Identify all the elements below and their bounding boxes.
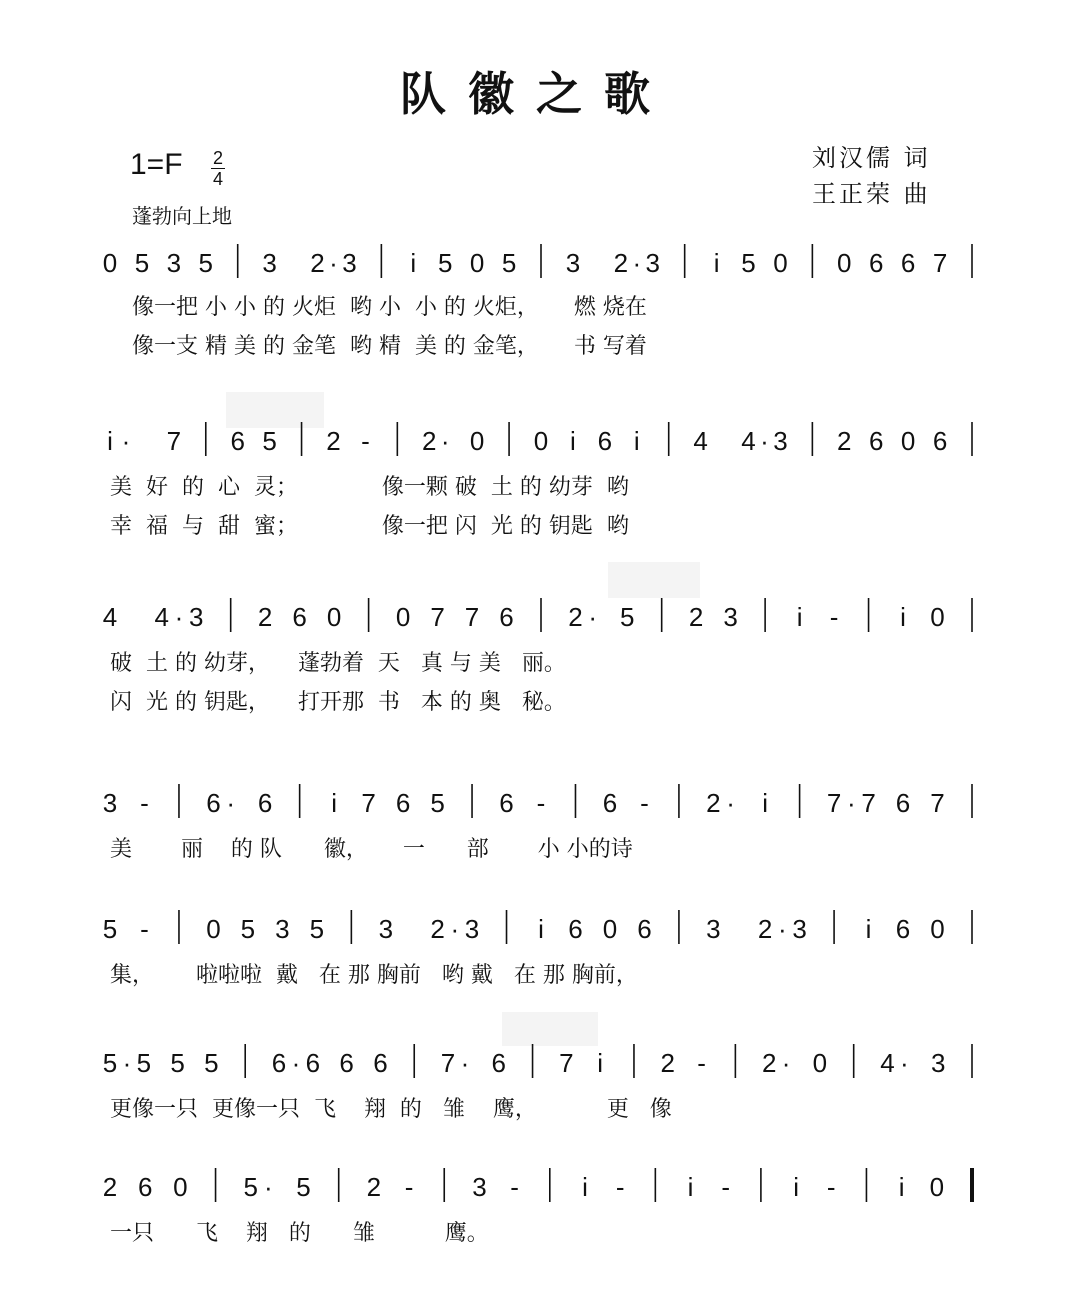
note-glyph: 0: [102, 248, 118, 278]
note-glyph: 2: [660, 1048, 675, 1078]
note-glyph: 6: [900, 248, 916, 278]
lyric-line-1: 美 丽 的 队 徽， 一 部 小 小的诗: [110, 837, 633, 862]
note-glyph: -: [140, 914, 149, 944]
note-glyph: 3: [166, 248, 182, 278]
note-glyph: -: [697, 1048, 706, 1078]
note-glyph: 2: [757, 914, 773, 944]
note-glyph: 7: [166, 426, 182, 456]
note-glyph: i: [633, 426, 640, 456]
note-glyph: 5: [296, 1172, 311, 1202]
note-glyph: 5: [102, 1048, 118, 1078]
note-glyph: ·: [174, 602, 184, 632]
note-glyph: 6: [137, 1172, 153, 1202]
note-glyph: ·: [726, 788, 735, 818]
note-glyph: 6: [602, 788, 618, 818]
composer-credit: 王正荣 曲: [812, 180, 931, 208]
lyricist-credit: 刘汉儒 词: [812, 144, 931, 172]
note-glyph: 2: [706, 788, 721, 818]
note-glyph: -: [640, 788, 649, 818]
note-glyph: 5: [134, 248, 150, 278]
note-glyph: ·: [760, 426, 769, 456]
note-glyph: 6: [292, 602, 307, 632]
note-glyph: 3: [565, 248, 581, 278]
note-glyph: 2: [568, 602, 583, 632]
note-glyph: 5: [243, 1172, 258, 1202]
note-glyph: ·: [122, 1048, 132, 1078]
note-glyph: 5: [102, 914, 118, 944]
note-glyph: 6: [395, 788, 411, 818]
note-glyph: 6: [230, 426, 245, 456]
note-glyph: 5: [170, 1048, 185, 1078]
note-glyph: 7: [932, 248, 948, 278]
note-glyph: 0: [900, 426, 916, 456]
note-glyph: 2: [613, 248, 629, 278]
note-glyph: 5: [619, 602, 635, 632]
note-glyph: -: [721, 1172, 731, 1202]
note-glyph: 7: [430, 602, 445, 632]
note-glyph: 6: [597, 426, 613, 456]
note-glyph: 6: [932, 426, 948, 456]
note-glyph: ·: [781, 1048, 791, 1078]
meter-bottom: 4: [212, 169, 223, 189]
note-glyph: ·: [588, 602, 598, 632]
note-glyph: i: [687, 1172, 694, 1202]
note-glyph: 7: [361, 788, 376, 818]
note-glyph: ·: [263, 1172, 273, 1202]
lyric-line-2: 像一支 精 美 的 金笔 哟 精 美 的 金笔， 书 写着: [132, 334, 647, 359]
note-glyph: 3: [188, 602, 204, 632]
note-glyph: 5: [240, 914, 256, 944]
note-glyph: 5: [136, 1048, 152, 1078]
tempo-marking: 蓬勃向上地: [132, 204, 232, 228]
note-glyph: 5: [198, 248, 214, 278]
note-glyph: 2: [326, 426, 341, 456]
note-glyph: 3: [262, 248, 277, 278]
note-glyph: 2: [257, 602, 273, 632]
note-glyph: ·: [226, 788, 236, 818]
note-glyph: i: [900, 602, 906, 632]
note-glyph: 3: [792, 914, 807, 944]
note-glyph: 5: [437, 248, 453, 278]
note-glyph: 7: [930, 788, 945, 818]
note-glyph: 6: [895, 788, 911, 818]
note-glyph: 5: [204, 1048, 219, 1078]
note-glyph: 6: [339, 1048, 354, 1078]
note-glyph: 6: [206, 788, 221, 818]
note-glyph: 6: [373, 1048, 388, 1078]
note-glyph: ·: [329, 248, 338, 278]
note-glyph: i: [713, 248, 720, 278]
note-glyph: 2: [837, 426, 852, 456]
note-glyph: 5: [309, 914, 325, 944]
note-glyph: i: [570, 426, 576, 456]
note-glyph: -: [361, 426, 370, 456]
note-glyph: ·: [440, 426, 450, 456]
note-glyph: 6: [637, 914, 652, 944]
note-glyph: ·: [778, 914, 787, 944]
note-glyph: 0: [469, 426, 485, 456]
note-glyph: i: [762, 788, 769, 818]
note-glyph: i: [107, 426, 113, 456]
note-glyph: 6: [499, 602, 514, 632]
note-glyph: i: [793, 1172, 799, 1202]
note-glyph: -: [829, 602, 839, 632]
note-glyph: 3: [706, 914, 721, 944]
note-glyph: 0: [533, 426, 549, 456]
note-glyph: 4: [741, 426, 756, 456]
note-glyph: i: [865, 914, 872, 944]
note-glyph: ·: [460, 1048, 470, 1078]
note-glyph: i: [597, 1048, 604, 1078]
note-glyph: 0: [206, 914, 221, 944]
note-glyph: ·: [900, 1048, 909, 1078]
note-glyph: 6: [895, 914, 911, 944]
lyric-line-2: 幸 福 与 甜 蜜； 像一把 闪 光 的 钥匙 哟: [110, 514, 629, 539]
note-glyph: i: [538, 914, 544, 944]
note-glyph: 3: [723, 602, 738, 632]
lyric-line-1: 美 好 的 心 灵； 像一颗 破 土 的 幼芽 哟: [110, 475, 629, 500]
key-signature: [130, 148, 183, 182]
note-glyph: ·: [291, 1048, 301, 1078]
note-glyph: 6: [305, 1048, 321, 1078]
note-glyph: 0: [930, 914, 945, 944]
note-glyph: ·: [632, 248, 642, 278]
note-glyph: 2: [102, 1172, 118, 1202]
note-glyph: 7: [440, 1048, 456, 1078]
note-glyph: -: [615, 1172, 625, 1202]
note-glyph: 3: [773, 426, 788, 456]
note-glyph: 7: [826, 788, 842, 818]
note-glyph: 5: [430, 788, 445, 818]
note-glyph: 2: [310, 248, 325, 278]
note-glyph: 0: [773, 248, 788, 278]
note-glyph: -: [510, 1172, 519, 1202]
note-glyph: 0: [837, 248, 852, 278]
note-glyph: 2: [366, 1172, 382, 1202]
note-glyph: i: [331, 788, 338, 818]
note-glyph: ·: [121, 426, 131, 456]
note-glyph: 0: [812, 1048, 828, 1078]
note-glyph: 6: [568, 914, 583, 944]
time-signature: [210, 148, 226, 189]
note-glyph: 4: [154, 602, 169, 632]
note-glyph: ·: [846, 788, 856, 818]
note-glyph: 7: [861, 788, 876, 818]
note-glyph: -: [404, 1172, 414, 1202]
note-glyph: 6: [491, 1048, 506, 1078]
note-glyph: 2: [430, 914, 445, 944]
note-glyph: -: [140, 788, 149, 818]
lyric-line-1: 像一把 小 小 的 火炬 哟 小 小 的 火炬， 燃 烧在: [132, 295, 647, 320]
note-glyph: 0: [395, 602, 411, 632]
note-glyph: 2: [761, 1048, 777, 1078]
note-glyph: 3: [378, 914, 394, 944]
note-glyph: 0: [173, 1172, 188, 1202]
note-glyph: 0: [930, 602, 945, 632]
note-glyph: i: [582, 1172, 588, 1202]
note-glyph: 3: [464, 914, 480, 944]
note-glyph: 3: [472, 1172, 487, 1202]
note-glyph: 0: [929, 1172, 945, 1202]
note-glyph: 0: [469, 248, 485, 278]
note-glyph: -: [536, 788, 546, 818]
lyric-line-1: 更像一只 更像一只 飞 翔 的 雏 鹰， 更 像: [110, 1097, 672, 1122]
note-glyph: -: [826, 1172, 836, 1202]
key-signature-text: 1=F: [130, 148, 183, 181]
note-glyph: 6: [499, 788, 514, 818]
note-glyph: ·: [450, 914, 460, 944]
lyric-line-1: 破 土 的 幼芽， 蓬勃着 天 真 与 美 丽。: [110, 651, 566, 676]
lyric-line-1: 集， 啦啦啦 戴 在 那 胸前 哟 戴 在 那 胸前，: [110, 963, 638, 988]
note-glyph: 6: [257, 788, 273, 818]
note-glyph: 4: [880, 1048, 895, 1078]
lyric-line-1: 一只 飞 翔 的 雏 鹰。: [110, 1221, 489, 1246]
note-glyph: i: [898, 1172, 905, 1202]
note-glyph: 5: [741, 248, 756, 278]
note-glyph: 2: [422, 426, 437, 456]
note-glyph: 7: [559, 1048, 574, 1078]
note-glyph: i: [410, 248, 417, 278]
note-glyph: 6: [868, 248, 884, 278]
note-glyph: 4: [693, 426, 708, 456]
note-glyph: 5: [262, 426, 277, 456]
lyric-line-2: 闪 光 的 钥匙， 打开那 书 本 的 奥 秘。: [110, 690, 566, 715]
meter-top: 2: [212, 148, 223, 168]
note-glyph: 3: [275, 914, 290, 944]
note-glyph: 6: [271, 1048, 287, 1078]
note-glyph: 0: [326, 602, 342, 632]
note-glyph: 5: [501, 248, 517, 278]
note-glyph: 3: [102, 788, 118, 818]
note-glyph: 6: [868, 426, 884, 456]
song-title: 队徽之歌: [400, 67, 672, 121]
note-glyph: i: [796, 602, 803, 632]
note-glyph: 3: [645, 248, 660, 278]
note-glyph: 4: [102, 602, 118, 632]
note-glyph: 3: [342, 248, 357, 278]
note-glyph: 0: [602, 914, 618, 944]
note-glyph: 3: [930, 1048, 946, 1078]
note-glyph: 7: [464, 602, 480, 632]
note-glyph: 2: [688, 602, 704, 632]
